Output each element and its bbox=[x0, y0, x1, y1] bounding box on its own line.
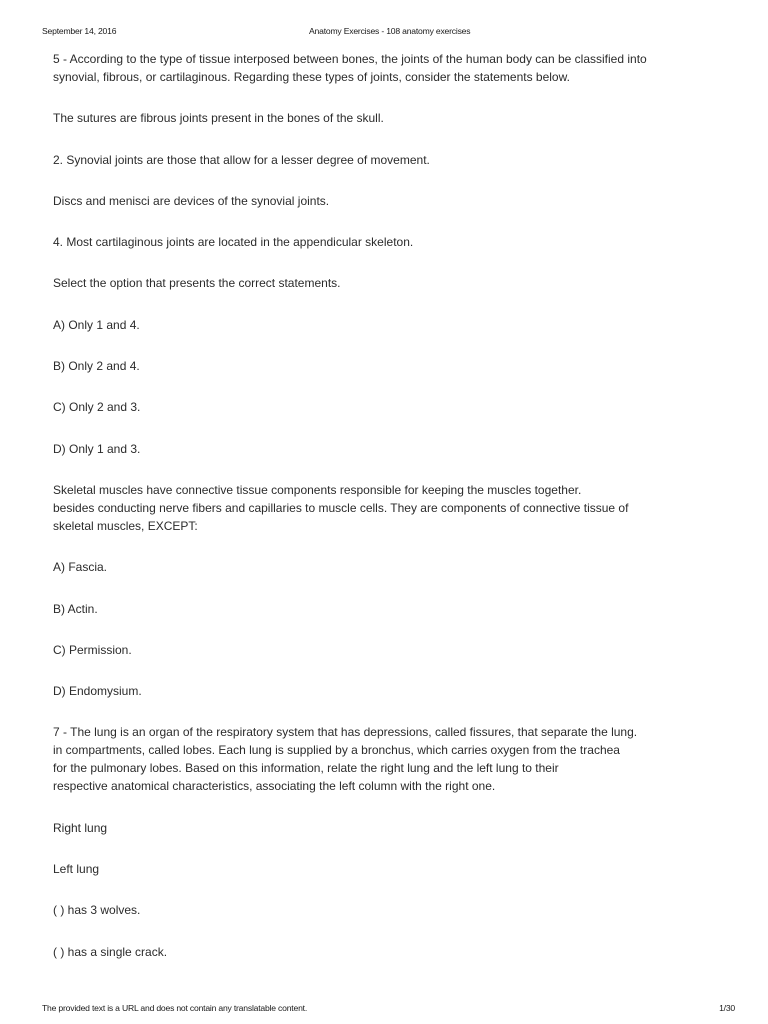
paragraph bbox=[53, 192, 725, 210]
text-line: 2. Synovial joints are those that allow for a lesser degree of movement. bbox=[53, 152, 430, 167]
text-line: D) Endomysium. bbox=[53, 684, 142, 699]
paragraph bbox=[53, 943, 725, 961]
paragraph bbox=[53, 682, 725, 700]
paragraph bbox=[53, 316, 725, 334]
text-line: 4. Most cartilaginous joints are located in the appendicular skeleton. bbox=[53, 235, 414, 250]
text-line: B) Actin. bbox=[53, 601, 98, 616]
text-line: D) Only 1 and 3. bbox=[53, 441, 141, 456]
paragraph bbox=[53, 901, 725, 919]
paragraph bbox=[53, 50, 725, 86]
text-line: A) Fascia. bbox=[53, 560, 108, 575]
paragraph bbox=[53, 151, 725, 169]
page-header bbox=[0, 25, 768, 37]
document-body bbox=[53, 50, 725, 984]
paragraph bbox=[53, 233, 725, 251]
footer-note: The provided text is a URL and does not contain any translatable content. bbox=[42, 1003, 308, 1013]
text-line: for the pulmonary lobes. Based on this information, relate the right lung and the left lung to their bbox=[53, 761, 559, 776]
text-line: B) Only 2 and 4. bbox=[53, 359, 140, 374]
text-line: in compartments, called lobes. Each lung is supplied by a bronchus, which carries oxygen from the trachea bbox=[53, 743, 620, 758]
text-line: 5 - According to the type of tissue interposed between bones, the joints of the human body can be classified into bbox=[53, 52, 647, 66]
paragraph bbox=[53, 357, 725, 375]
paragraph bbox=[53, 860, 725, 878]
paragraph bbox=[53, 819, 725, 837]
text-line: Select the option that presents the correct statements. bbox=[53, 276, 341, 291]
text-line: respective anatomical characteristics, associating the left column with the right one. bbox=[53, 779, 496, 794]
text-line: C) Permission. bbox=[53, 642, 132, 657]
text-line: ( ) has 3 wolves. bbox=[53, 903, 141, 918]
text-line: Skeletal muscles have connective tissue components responsible for keeping the muscles together. bbox=[53, 482, 582, 497]
text-line: besides conducting nerve fibers and capillaries to muscle cells. They are components of connective tissue of bbox=[53, 500, 629, 515]
text-line: skeletal muscles, EXCEPT: bbox=[53, 518, 198, 533]
text-line: C) Only 2 and 3. bbox=[53, 400, 141, 415]
text-line: Left lung bbox=[53, 862, 100, 877]
paragraph bbox=[53, 398, 725, 416]
paragraph bbox=[53, 723, 725, 795]
text-line: Discs and menisci are devices of the synovial joints. bbox=[53, 193, 330, 208]
paragraph bbox=[53, 558, 725, 576]
paragraph bbox=[53, 109, 725, 127]
text-line: The sutures are fibrous joints present in the bones of the skull. bbox=[53, 111, 384, 126]
paragraph bbox=[53, 481, 725, 535]
text-line: synovial, fibrous, or cartilaginous. Regarding these types of joints, consider the statements below. bbox=[53, 70, 570, 84]
paragraph bbox=[53, 440, 725, 458]
text-line: ( ) has a single crack. bbox=[53, 944, 168, 959]
page-number: 1/30 bbox=[719, 1003, 735, 1013]
text-line: Right lung bbox=[53, 820, 108, 835]
page-footer bbox=[0, 1002, 768, 1014]
text-line: 7 - The lung is an organ of the respiratory system that has depressions, called fissures, that separate the lung. bbox=[53, 725, 638, 740]
paragraph bbox=[53, 274, 725, 292]
header-date: September 14, 2016 bbox=[42, 26, 117, 36]
text-line: A) Only 1 and 4. bbox=[53, 317, 140, 332]
paragraph bbox=[53, 600, 725, 618]
header-title: Anatomy Exercises - 108 anatomy exercises bbox=[309, 26, 471, 36]
paragraph bbox=[53, 641, 725, 659]
